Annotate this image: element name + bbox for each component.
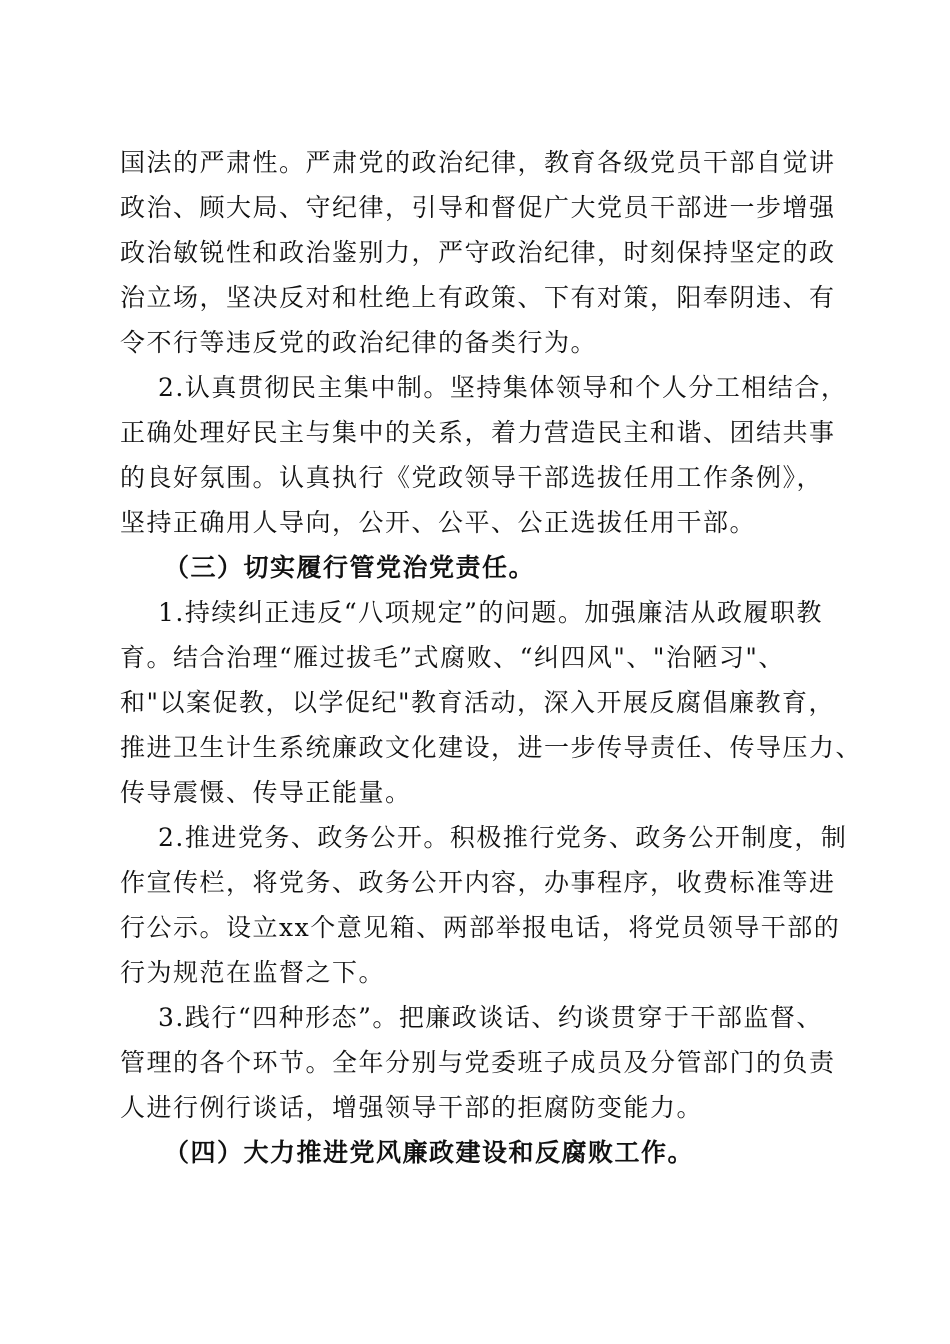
text-line: 传导震慑、传导正能量。 [120, 778, 412, 807]
text-line: 育。结合治理“雁过拔毛”式腐败、“纠四风"、"治陋习"、 [120, 643, 785, 672]
text-line: 3.践行“四种形态”。把廉政谈话、约谈贯穿于干部监督、 [158, 1003, 823, 1032]
text-line: 正确处理好民主与集中的关系，着力营造民主和谐、团结共事 [120, 418, 836, 447]
text-line: 和"以案促教，以学促纪"教育活动，深入开展反腐倡廉教育， [120, 688, 836, 717]
text-line: 行公示。设立xx个意见箱、两部举报电话，将党员领导干部的 [120, 913, 841, 942]
section-heading: （四）大力推进党风廉政建设和反腐败工作。 [164, 1138, 695, 1167]
text-line: 坚持正确用人导向，公开、公平、公正选拔任用干部。 [120, 508, 757, 537]
text-line: 作宣传栏，将党务、政务公开内容，办事程序，收费标准等进 [120, 868, 836, 897]
text-line: 国法的严肃性。严肃党的政治纪律，教育各级党员干部自觉讲 [120, 148, 836, 177]
text-line: 2.认真贯彻民主集中制。坚持集体领导和个人分工相结合， [158, 373, 848, 402]
text-line: 推进卫生计生系统廉政文化建设，进一步传导责任、传导压力、 [120, 733, 863, 762]
text-line: 的良好氛围。认真执行《党政领导干部选拔任用工作条例》， [120, 463, 824, 492]
text-line: 令不行等违反党的政治纪律的备类行为。 [120, 328, 598, 357]
text-line: 政治敏锐性和政治鉴别力，严守政治纪律，时刻保持坚定的政 [120, 238, 836, 267]
text-line: 行为规范在监督之下。 [120, 958, 386, 987]
text-line: 2.推进党务、政务公开。积极推行党务、政务公开制度，制 [158, 823, 848, 852]
text-line: 政治、顾大局、守纪律，引导和督促广大党员干部进一步增强 [120, 193, 836, 222]
text-line: 人进行例行谈话，增强领导干部的拒腐防变能力。 [120, 1093, 704, 1122]
text-line: 治立场，坚决反对和杜绝上有政策、下有对策，阳奉阴违、有 [120, 283, 836, 312]
text-line: 1.持续纠正违反“八项规定”的问题。加强廉洁从政履职教 [158, 598, 823, 627]
document-body [120, 140, 863, 1175]
section-heading: （三）切实履行管党治党责任。 [164, 553, 536, 582]
text-line: 管理的各个环节。全年分别与党委班子成员及分管部门的负责 [120, 1048, 836, 1077]
